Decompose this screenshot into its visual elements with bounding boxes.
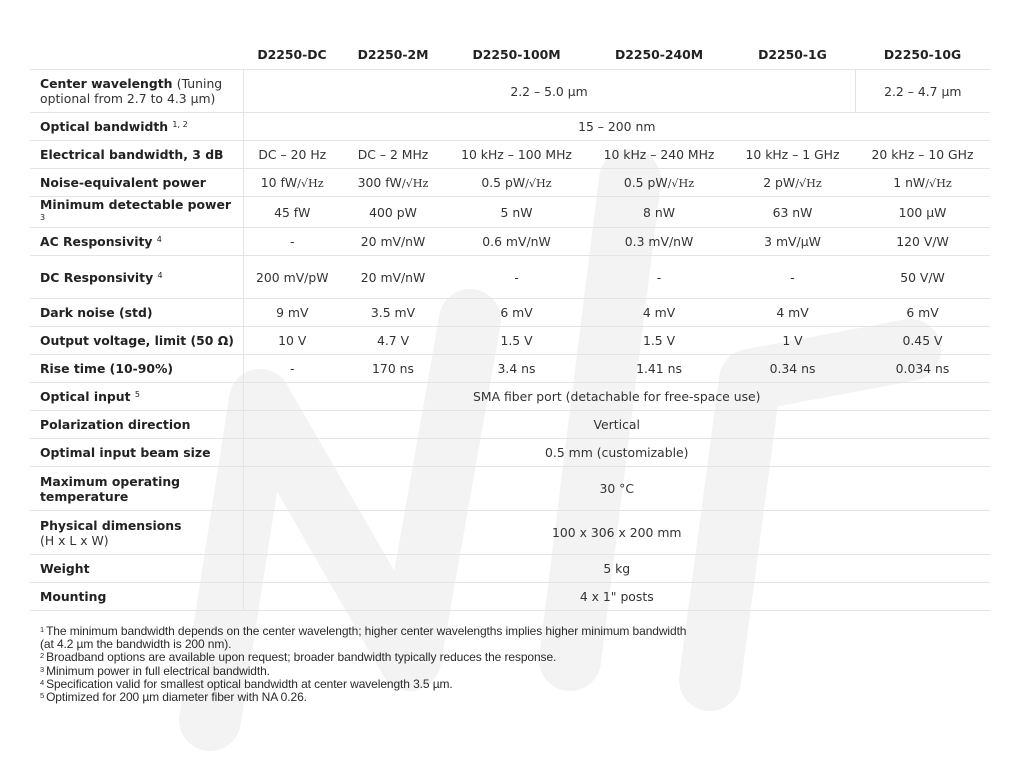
- value-cell: 4.7 V: [341, 327, 445, 355]
- value-cell: 170 ns: [341, 355, 445, 383]
- value-cell: 20 kHz – 10 GHz: [855, 141, 990, 169]
- param-label: DC Responsivity $^4$: [30, 256, 243, 299]
- value-cell: 300 fW/√Hz: [341, 169, 445, 197]
- param-label: Optimal input beam size: [30, 439, 243, 467]
- footnote: $^4$ Specification valid for smallest optical bandwidth at center wavelength 3.5 µm.: [40, 676, 453, 691]
- row-dark-noise: [30, 299, 990, 327]
- unit-label: /√Hz: [667, 177, 695, 190]
- param-label: Rise time (10-90%): [30, 355, 243, 383]
- value-cell: 30 °C: [243, 467, 990, 511]
- param-label: Optical input $^5$: [30, 383, 243, 411]
- param-label: Maximum operating temperature: [30, 467, 243, 511]
- footnotes: [40, 625, 980, 704]
- value-cell: 100 µW: [855, 197, 990, 228]
- footnote-number: 3: [40, 664, 45, 674]
- row-rise-time: [30, 355, 990, 383]
- footnote: $^3$ Minimum power in full electrical bandwidth.: [40, 663, 270, 678]
- value-cell: 15 – 200 nm: [243, 113, 990, 141]
- value-cell: Vertical: [243, 411, 990, 439]
- value-cell: -: [243, 228, 341, 256]
- value-cell: 8 nW: [588, 197, 730, 228]
- row-polarization: [30, 411, 990, 439]
- footnote-number: 5: [40, 691, 45, 701]
- model-header: D2250-2M: [357, 47, 429, 62]
- value-cell: 20 mV/nW: [341, 228, 445, 256]
- row-electrical-bandwidth: [30, 141, 990, 169]
- footnote: $^1$ The minimum bandwidth depends on the center wavelength; higher center wavelengths implies higher minimum bandwidth: [40, 624, 687, 638]
- value-cell: 0.5 pW/√Hz: [588, 169, 730, 197]
- value-cell: -: [243, 355, 341, 383]
- header-row: [30, 40, 990, 70]
- unit-label: /√Hz: [525, 177, 552, 190]
- value-cell: 2.2 – 5.0 µm: [243, 70, 855, 113]
- value-cell: 2.2 – 4.7 µm: [855, 70, 990, 113]
- footnote-ref: 1, 2: [172, 120, 188, 129]
- param-label: Output voltage, limit (50 Ω): [30, 327, 243, 355]
- param-label: Dark noise (std): [30, 299, 243, 327]
- value-cell: 4 mV: [730, 299, 855, 327]
- param-note: (H x L x W): [40, 532, 109, 548]
- value-cell: 9 mV: [243, 299, 341, 327]
- row-weight: [30, 555, 990, 583]
- value-cell: 120 V/W: [855, 228, 990, 256]
- spec-table: [30, 40, 990, 611]
- value-cell: 4 mV: [588, 299, 730, 327]
- footnote-ref: 4: [157, 270, 163, 280]
- value-cell: 0.6 mV/nW: [445, 228, 588, 256]
- param-label: Mounting: [30, 583, 243, 611]
- row-operating-temp: [30, 467, 990, 511]
- footnote-number: 4: [40, 677, 45, 687]
- value-cell: DC – 20 Hz: [243, 141, 341, 169]
- footnote-ref: 4: [156, 235, 162, 244]
- row-optical-input: [30, 383, 990, 411]
- value-cell: 10 kHz – 240 MHz: [588, 141, 730, 169]
- value-cell: 0.034 ns: [855, 355, 990, 383]
- value-cell: 200 mV/pW: [243, 256, 341, 299]
- value-cell: 5 nW: [445, 197, 588, 228]
- value-cell: -: [730, 256, 855, 299]
- value-cell: SMA fiber port (detachable for free-space use): [243, 383, 990, 411]
- row-dimensions: [30, 511, 990, 555]
- value-cell: -: [588, 256, 730, 299]
- value-cell: 0.45 V: [855, 327, 990, 355]
- value-cell: 20 mV/nW: [341, 256, 445, 299]
- param-label: Physical dimensions (H x L x W): [30, 511, 243, 555]
- value-cell: 1.5 V: [445, 327, 588, 355]
- param-label: Optical bandwidth $^{1, 2}$: [30, 113, 243, 141]
- value-cell: 45 fW: [243, 197, 341, 228]
- value-cell: 3.5 mV: [341, 299, 445, 327]
- value-cell: DC – 2 MHz: [341, 141, 445, 169]
- value-cell: 6 mV: [855, 299, 990, 327]
- corner-cell: [30, 40, 243, 70]
- row-optical-bandwidth: [30, 113, 990, 141]
- footnote-ref: 3: [40, 213, 46, 222]
- value-cell: 1.5 V: [588, 327, 730, 355]
- value-cell: 63 nW: [730, 197, 855, 228]
- footnote: $^2$ Broadband options are available upon request; broader bandwidth typically reduces the response.: [40, 650, 557, 665]
- param-label: Noise-equivalent power: [30, 169, 243, 197]
- footnote-ref: 5: [134, 390, 140, 399]
- value-cell: 0.5 mm (customizable): [243, 439, 990, 467]
- model-header: D2250-DC: [257, 47, 327, 62]
- row-beam-size: [30, 439, 990, 467]
- value-cell: 0.3 mV/nW: [588, 228, 730, 256]
- value-cell: 10 fW/√Hz: [243, 169, 341, 197]
- row-center-wavelength: [30, 70, 990, 113]
- footnote-number: 1: [40, 625, 45, 634]
- value-cell: 1 nW/√Hz: [855, 169, 990, 197]
- value-cell: 100 x 306 x 200 mm: [243, 511, 990, 555]
- unit-label: /√Hz: [297, 177, 324, 190]
- param-label: Electrical bandwidth, 3 dB: [30, 141, 243, 169]
- value-cell: 3.4 ns: [445, 355, 588, 383]
- row-min-detectable-power: [30, 197, 990, 228]
- param-label: Center wavelength (Tuning optional from 2.7 to 4.3 µm): [30, 70, 243, 113]
- unit-label: /√Hz: [925, 177, 952, 190]
- value-cell: 400 pW: [341, 197, 445, 228]
- value-cell: 0.34 ns: [730, 355, 855, 383]
- param-label: Minimum detectable power $^3$: [30, 197, 243, 228]
- row-ac-responsivity: [30, 228, 990, 256]
- param-note: (Tuning optional from 2.7 to 4.3 µm): [40, 76, 223, 106]
- row-dc-responsivity: [30, 256, 990, 299]
- value-cell: 4 x 1" posts: [243, 583, 990, 611]
- model-header: D2250-240M: [614, 47, 704, 62]
- model-header: D2250-1G: [758, 47, 827, 62]
- model-header: D2250-10G: [883, 47, 962, 62]
- value-cell: 2 pW/√Hz: [730, 169, 855, 197]
- value-cell: 1 V: [730, 327, 855, 355]
- value-cell: 10 V: [243, 327, 341, 355]
- unit-label: /√Hz: [795, 177, 822, 190]
- row-output-voltage: [30, 327, 990, 355]
- value-cell: 50 V/W: [855, 256, 990, 299]
- value-cell: -: [445, 256, 588, 299]
- param-label: Polarization direction: [30, 411, 243, 439]
- value-cell: 5 kg: [243, 555, 990, 583]
- row-mounting: [30, 583, 990, 611]
- value-cell: 3 mV/µW: [730, 228, 855, 256]
- row-nep: [30, 169, 990, 197]
- footnote: $^5$ Optimized for 200 µm diameter fiber with NA 0.26.: [40, 690, 307, 705]
- footnote-number: 2: [40, 651, 45, 661]
- unit-label: /√Hz: [401, 177, 429, 190]
- value-cell: 10 kHz – 100 MHz: [445, 141, 588, 169]
- model-header: D2250-100M: [472, 47, 561, 62]
- value-cell: 6 mV: [445, 299, 588, 327]
- value-cell: 10 kHz – 1 GHz: [730, 141, 855, 169]
- param-label: AC Responsivity $^4$: [30, 228, 243, 256]
- footnote-continuation: (at 4.2 µm the bandwidth is 200 nm).: [40, 637, 232, 652]
- param-label: Weight: [30, 555, 243, 583]
- value-cell: 0.5 pW/√Hz: [445, 169, 588, 197]
- value-cell: 1.41 ns: [588, 355, 730, 383]
